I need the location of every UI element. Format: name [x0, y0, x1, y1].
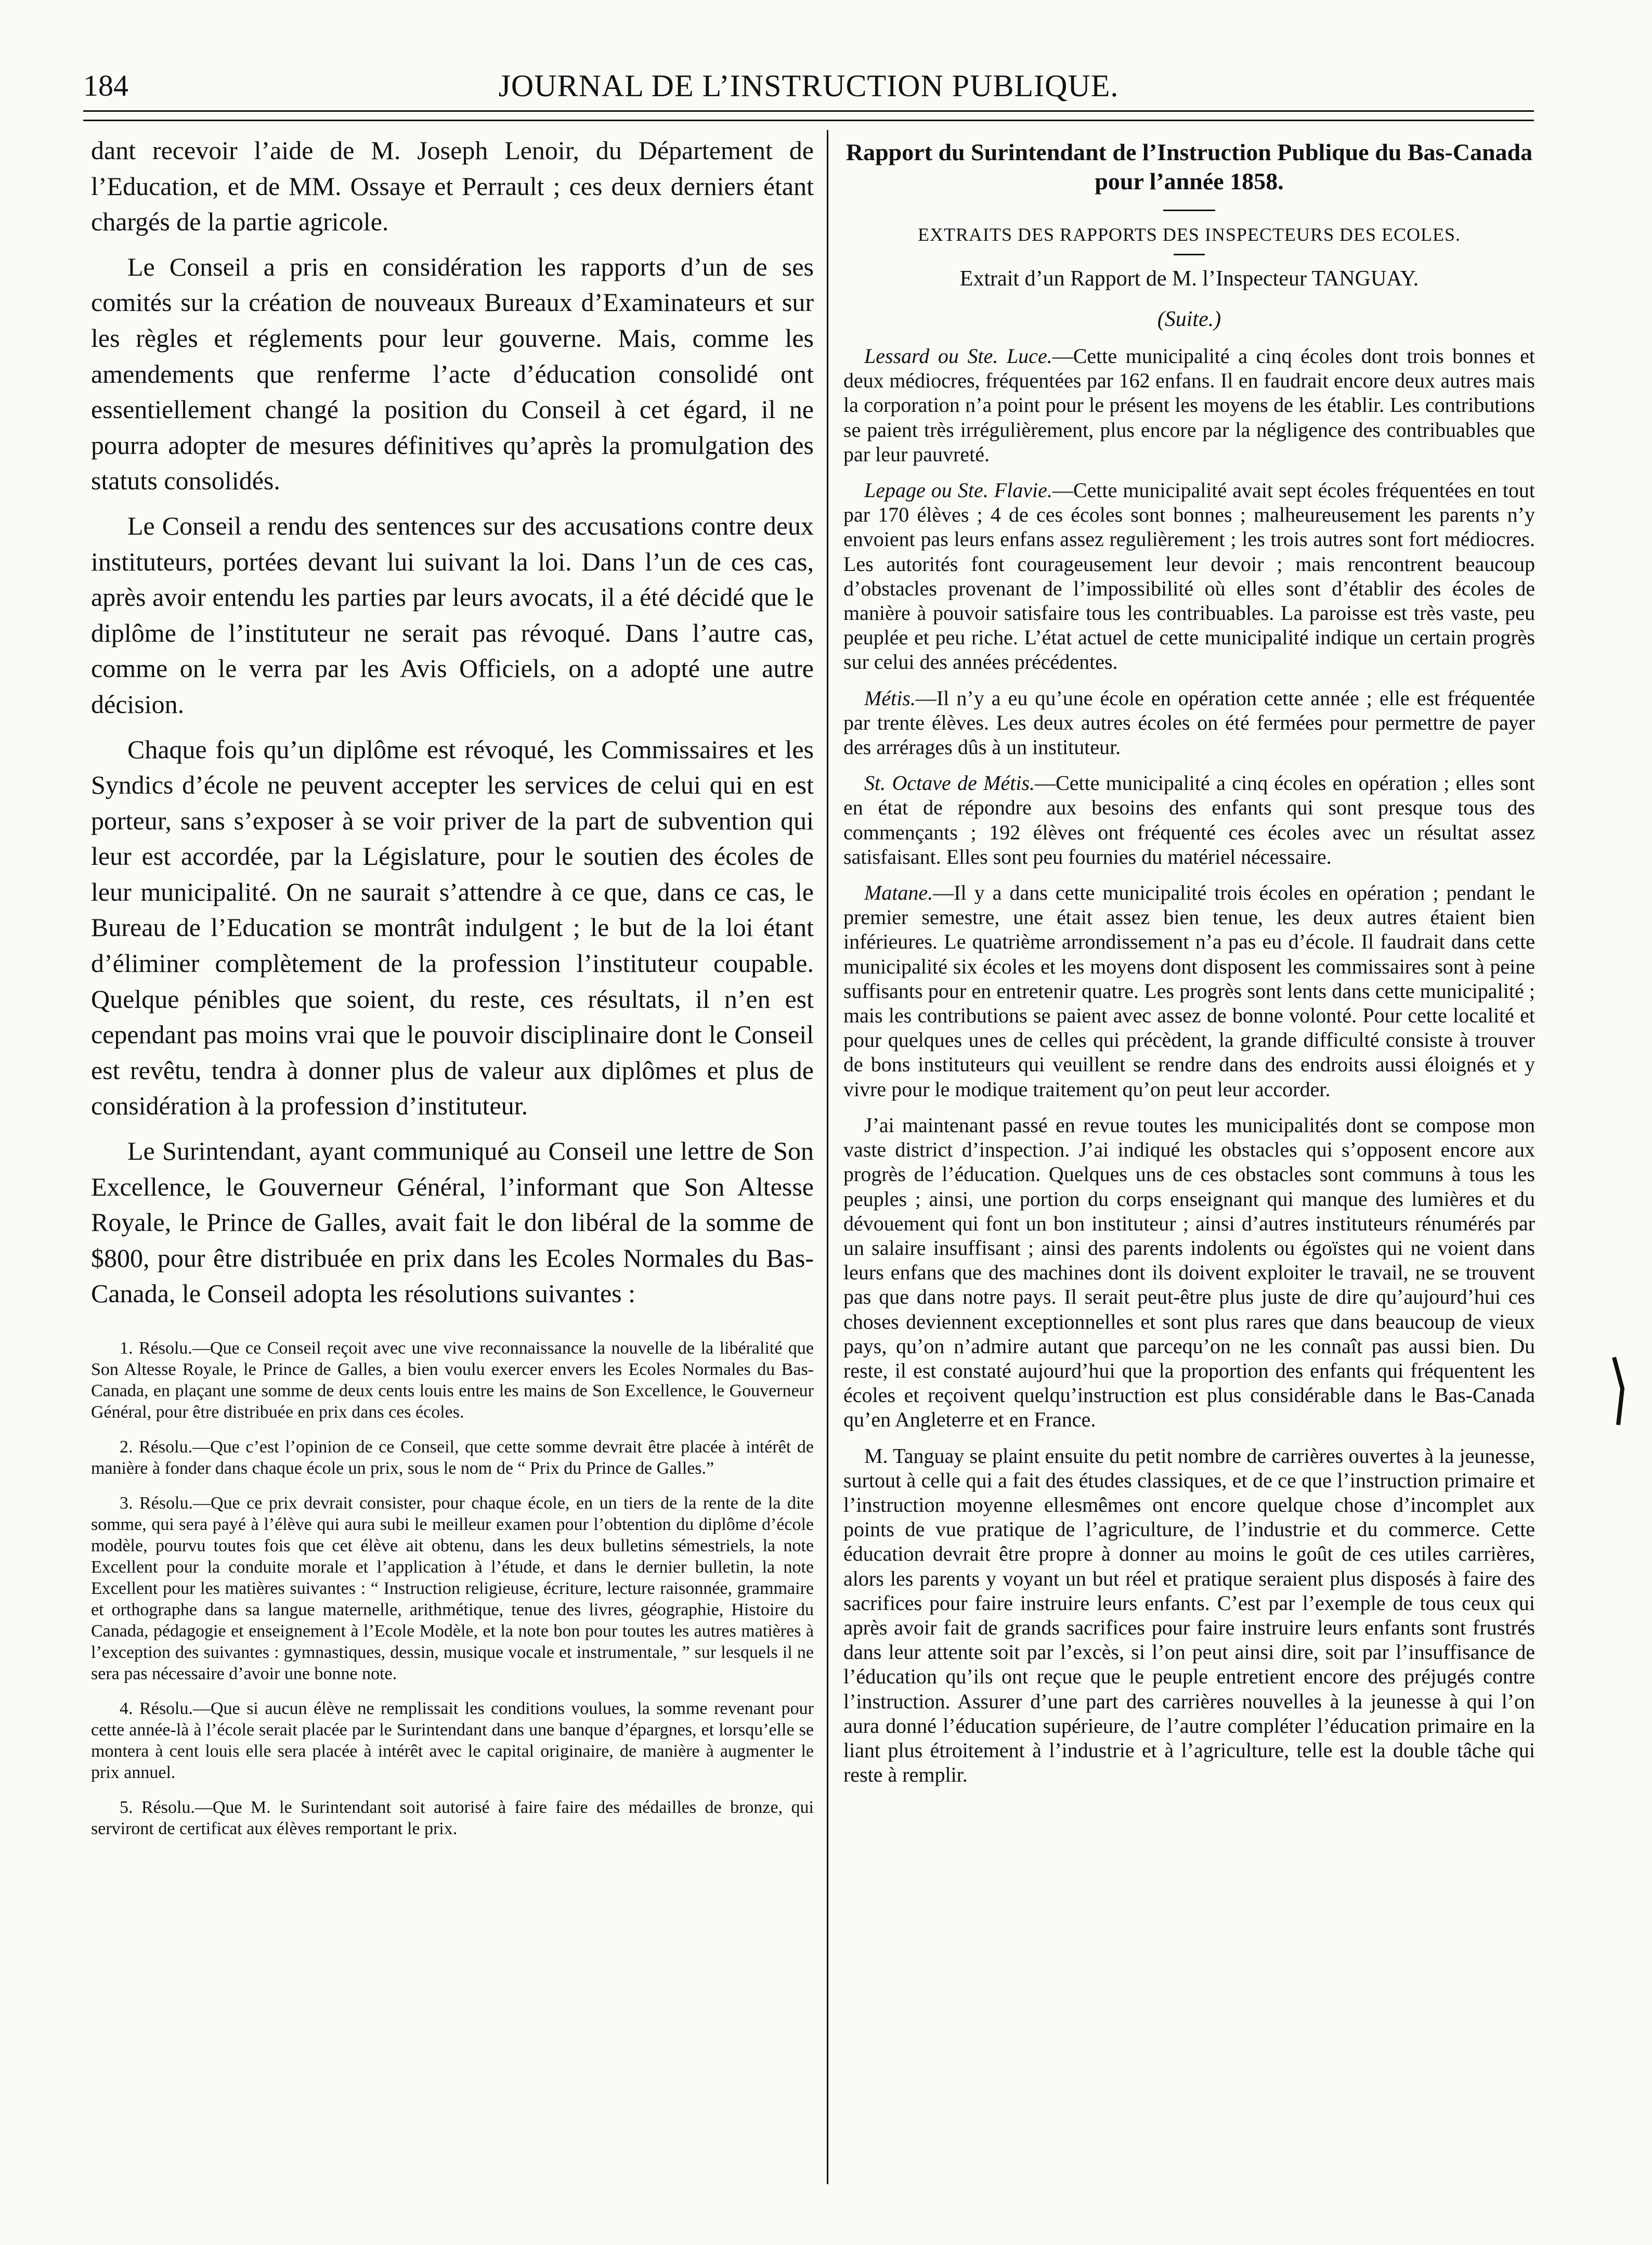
resolution-item: 4. Résolu.—Que si aucun élève ne remplissait les conditions voulues, la somme revenant pour cette année-là à l’école serait placée par le Surintendant dans une banque d’épargnes, et lorsqu’elle se montera à cent louis elle sera placée à intérêt avec le capital originaire, de manière à augmenter le prix annuel. [91, 1699, 814, 1782]
left-paragraph: Chaque fois qu’un diplôme est révoqué, les Commissaires et les Syndics d’école ne peuvent accepter les services de celui qui en est porteur, sans s’exposer à se voir priver de la part de subvention qui leur est accordée, par la Législature, pour le soutien des écoles de leur municipalité. On ne saurait s’attendre à ce que, dans ce cas, le Bureau de l’Education se montrât indulgent ; le but de la loi étant d’éliminer complètement de la profession l’instituteur coupable. Quelque pénibles que soient, du reste, ces résultats, il n’en est cependant pas moins vrai que le pouvoir disciplinaire dont le Conseil est revêtu, tendra à donner plus de valeur aux diplômes et plus de considération à la profession d’instituteur. [91, 734, 814, 1121]
page-number: 184 [83, 69, 128, 102]
report-body [843, 344, 1535, 1787]
left-column [91, 133, 814, 2192]
left-paragraph: Le Surintendant, ayant communiqué au Conseil une lettre de Son Excellence, le Gouverneur Général, l’informant que Son Altesse Royale, le Prince de Galles, avait fait le don libéral de la somme de $800, pour être distribuée en prix dans les Ecoles Normales du Bas-Canada, le Conseil adopta les résolutions suivantes : [91, 1136, 814, 1308]
header-rule-bottom [83, 120, 1534, 121]
resolution-item: 1. Résolu.—Que ce Conseil reçoit avec une vive reconnaissance la nouvelle de la libéralité que Son Altesse Royale, le Prince de Galles, a bien voulu exercer envers les Ecoles Normales du Bas-Canada, en plaçant une somme de deux cents louis entre les mains de Son Excellence, le Gouverneur Général, pour être distribuée en prix dans ces écoles. [91, 1339, 814, 1422]
report-paragraph [843, 344, 1535, 466]
resolution-item: 3. Résolu.—Que ce prix devrait consister, pour chaque école, en un tiers de la rente de la dite somme, qui sera payé à l’élève qui aura subi le meilleur examen pour l’obtention du diplôme d’école modèle, pourvu toutes fois que cet élève ait obtenu, dans les deux bulletins sémestriels, la note Excellent pour la conduite morale et l’application à l’étude, et dans le dernier bulletin, la note Excellent pour les matières suivantes : “ Instruction religieuse, écriture, lecture raisonnée, grammaire et orthographe dans sa langue maternelle, arithmétique, tenue des livres, géographie, Histoire du Canada, pédagogie et enseignement à l’Ecole Modèle, et la note bon pour toutes les autres matières à l’exception des suivantes : gymnastiques, dessin, musique vocale et instrumentale, ” sur lesquels il ne sera pas nécessaire d’avoir une bonne note. [91, 1494, 814, 1683]
paragraph-text: —Il y a dans cette municipalité trois écoles en opération ; pendant le premier semestre, une était assez bien tenue, les deux autres étaient bien inférieures. Le quatrième arrondissement n’a pas eu d’école. Il faudrait dans cette municipalité six écoles et les moyens dont disposent les commissaires sont à peine suffisants pour en entretenir quatre. Les progrès sont lents dans cette municipalité ; mais les contributions se paient avec assez de bonne volonté. Pour cette localité et pour quelques unes de celles qui précèdent, la grande difficulté consiste à trouver de bons instituteurs qui veuillent se rendre dans des endroits aussi éloignés et y vivre pour le modique traitement qu’on peut leur accorder. [843, 881, 1535, 1101]
resolution-item: 2. Résolu.—Que c’est l’opinion de ce Conseil, que cette somme devrait être placée à intérêt de manière à fonder dans chaque école un prix, sous le nom de “ Prix du Prince de Galles.” [91, 1437, 814, 1478]
column-divider [827, 130, 828, 2184]
page-header [83, 68, 1534, 109]
running-title: JOURNAL DE L’INSTRUCTION PUBLIQUE. [498, 69, 1119, 103]
place-name: Métis. [864, 686, 916, 710]
place-name: Matane. [864, 881, 933, 905]
paragraph-text: —Il n’y a eu qu’une école en opération cette année ; elle est fréquentée par trente élèves. Les deux autres écoles on été fermées pour permettre de payer des arrérages dûs à un instituteur. [843, 686, 1535, 759]
paragraph-text: —Cette municipalité a cinq écoles dont trois bonnes et deux médiocres, fréquentées par 162 enfans. Il en faudrait encore deux autres mais la corporation n’a point pour le présent les moyens de les établir. Les contributions se paient très irrégulièrement, plus encore par la négligence des contribuables que par leur pauvreté. [843, 344, 1535, 466]
report-paragraph [843, 1113, 1535, 1432]
resolutions-list [91, 1338, 814, 1839]
header-rule-top [83, 110, 1534, 112]
margin-mark [1612, 1352, 1622, 1430]
left-paragraph: Le Conseil a pris en considération les rapports d’un de ses comités sur la création de nouveaux Bureaux d’Examinateurs et sur les règles et réglements pour leur gouverne. Mais, comme les amendements que renferme l’acte d’éducation consolidé ont essentiellement changé la position du Conseil à cet égard, il ne pourra adopter de mesures définitives qu’après la promulgation des statuts consolidés. [91, 252, 814, 496]
left-paragraph: Le Conseil a rendu des sentences sur des accusations contre deux instituteurs, portées devant lui suivant la loi. Dans l’un de ces cas, après avoir entendu les parties par leurs avocats, il a été décidé que le diplôme de l’instituteur ne serait pas révoqué. Dans l’autre cas, comme on le verra par les Avis Officiels, on a adopté une autre décision. [91, 511, 814, 719]
place-name: Lepage ou Ste. Flavie. [864, 478, 1052, 502]
place-name: St. Octave de Métis. [864, 771, 1035, 795]
extract-heading: Extrait d’un Rapport de M. l’Inspecteur TANGUAY. [959, 267, 1419, 291]
paragraph-text: —Cette municipalité avait sept écoles fréquentées en tout par 170 élèves ; 4 de ces écoles sont bonnes ; malheureusement les parents n’y envoient pas leurs enfans assez regulièrement ; les trois autres sont fort médiocres. Les autorités font courageusement leur devoir ; mais rencontrent beaucoup d’obstacles provenant de l’impossibilité où elles sont d’établir des écoles de manière à pouvoir satisfaire tous les contribuables. La paroisse est très vaste, peu peuplée et peu riche. L’état actuel de cette municipalité indique un certain progrès sur celui des années précédentes. [843, 478, 1535, 674]
suite-label: (Suite.) [1157, 307, 1221, 331]
left-paragraph: dant recevoir l’aide de M. Joseph Lenoir, du Département de l’Education, et de MM. Ossaye et Perrault ; ces deux derniers étant chargés de la partie agricole. [91, 136, 814, 237]
report-paragraph [843, 771, 1535, 869]
section-heading: EXTRAITS DES RAPPORTS DES INSPECTEURS DES ECOLES. [918, 224, 1461, 245]
paragraph-text: J’ai maintenant passé en revue toutes les municipalités dont se compose mon vaste district d’inspection. J’ai indiqué les obstacles qui s’opposent encore aux progrès de l’éducation. Quelques uns de ces obstacles sont communs à tous les peuples ; ainsi, une portion du corps enseignant qui manque des lumières et du dévouement qui font un bon instituteur ; ainsi d’autres instituteurs rénumérés par un salaire insuffisant ; ainsi des parents indolents ou égoïstes qui ne voient dans leurs enfans que des machines dont ils doivent exploiter le travail, ne se trouvent pas que dans notre pays. Il serait peut-être plus juste de dire qu’aujourd’hui ces choses deviennent exceptionnelles et sont plus rares que dans beaucoup de vieux pays, qu’on n’admire autant que parcequ’on ne les connaît pas aussi bien. Du reste, il est constaté aujourd’hui que la proportion des enfants qui fréquentent les écoles et reçoivent quelqu’instruction est plus considérable dans le Bas-Canada qu’en Angleterre et en France. [843, 1113, 1535, 1432]
title-rule [1163, 210, 1215, 211]
margin-mark-icon [1612, 1352, 1628, 1430]
report-paragraph [843, 686, 1535, 760]
section-rule [1174, 254, 1205, 255]
report-paragraph [843, 1444, 1535, 1787]
place-name: Lessard ou Ste. Luce. [864, 344, 1052, 368]
resolution-item: 5. Résolu.—Que M. le Surintendant soit autorisé à faire faire des médailles de bronze, qui serviront de certificat aux élèves remportant le prix. [91, 1798, 814, 1838]
report-title: Rapport du Surintendant de l’Instruction Publique du Bas-Canada pour l’année 1858. [845, 139, 1533, 194]
paragraph-text: M. Tanguay se plaint ensuite du petit nombre de carrières ouvertes à la jeunesse, surtout à celle qui a fait des études classiques, et de ce que l’instruction primaire et l’instruction moyenne ellesmêmes ont encore quelque chose d’incomplet aux points de vue pratique de l’agriculture, de l’industrie et du commerce. Cette éducation devrait être propre à donner au moins le goût de ces utiles carrières, alors les parents y voyant un but réel et pratique seraient plus disposés à faire des sacrifices pour faire instruire leurs enfants. C’est par l’exemple de tous ceux qui après avoir fait de grands sacrifices pour faire instruire leurs enfants sont frustrés dans leur attente soit par l’excès, si l’on peut ainsi dire, soit par l’insuffisance de l’éducation qu’ils ont reçue que le peuple entretient encore des préjugés contre l’instruction. Assurer d’une part des carrières nouvelles à la jeunesse à qui l’on aura donné l’éducation supérieure, de l’autre compléter l’éducation primaire en la liant plus étroitement à l’industrie et à l’agriculture, telle est la double tâche qui reste à remplir. [843, 1444, 1535, 1787]
right-column [843, 133, 1535, 2192]
report-paragraph [843, 478, 1535, 674]
paragraph-text: —Cette municipalité a cinq écoles en opération ; elles sont en état de répondre aux besoins des enfants qui sont presque tous des commençants ; 192 élèves ont fréquenté ces écoles avec un résultat assez satisfaisant. Elles sont peu fournies du matériel nécessaire. [843, 771, 1535, 868]
report-paragraph [843, 880, 1535, 1101]
